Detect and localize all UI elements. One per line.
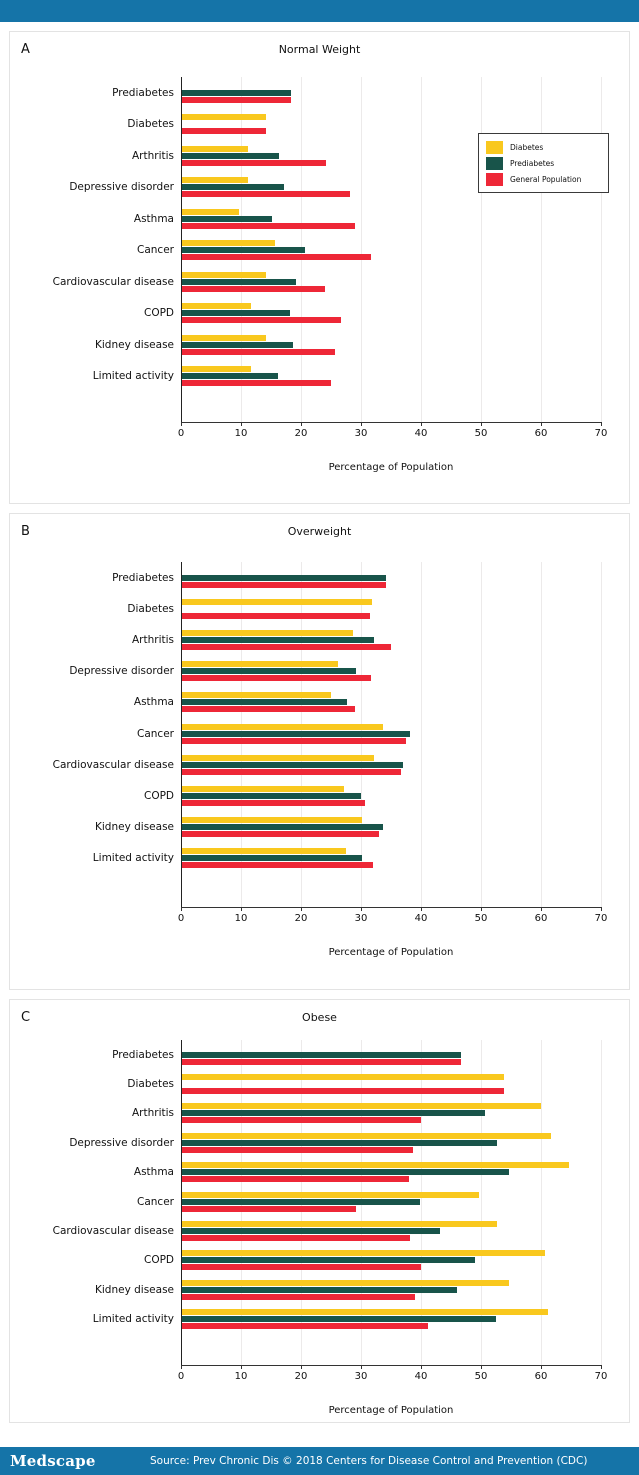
bar-prediabetes [182, 1257, 475, 1263]
x-tick [481, 907, 482, 911]
x-tick [421, 907, 422, 911]
category-label-diabetes: Diabetes [127, 118, 174, 131]
plot-area-c [52, 1040, 608, 1416]
bar-diabetes [182, 177, 248, 183]
bar-prediabetes [182, 310, 290, 316]
bar-diabetes [182, 366, 251, 372]
bar-prediabetes [182, 216, 272, 222]
chart-c [10, 1000, 631, 1422]
bar-diabetes [182, 1221, 497, 1227]
bar-diabetes [182, 724, 383, 730]
category-row [143, 1246, 601, 1275]
bar-diabetes [182, 272, 266, 278]
bar-general-population [182, 380, 331, 386]
bar-general-population [182, 582, 386, 588]
x-tick-label-0: 0 [177, 913, 185, 924]
category-row [112, 562, 601, 593]
x-tick-label-10: 10 [234, 1371, 248, 1382]
category-label-kidney-disease: Kidney disease [94, 821, 174, 834]
medscape-logo: Medscape [10, 1452, 96, 1470]
bar-prediabetes [182, 279, 296, 285]
footer-bar [0, 1447, 639, 1475]
bar-diabetes [182, 1250, 545, 1256]
category-row [131, 624, 601, 655]
category-label-kidney-disease: Kidney disease [94, 338, 174, 351]
category-label-diabetes: Diabetes [127, 602, 174, 615]
category-row [92, 1305, 601, 1334]
bar-general-population [182, 862, 373, 868]
bar-general-population [182, 1147, 413, 1153]
gridline-70 [601, 562, 602, 907]
x-tick [181, 907, 182, 911]
x-tick-label-20: 20 [294, 913, 308, 924]
legend-label-general-population: General Population [510, 174, 582, 184]
panel-overweight [9, 513, 630, 990]
category-label-cancer: Cancer [137, 1195, 174, 1208]
bar-general-population [182, 97, 291, 103]
category-label-copd: COPD [143, 307, 174, 320]
x-tick [241, 907, 242, 911]
category-row [133, 687, 601, 718]
x-tick [541, 907, 542, 911]
bar-diabetes [182, 240, 275, 246]
category-row [52, 1216, 601, 1245]
x-tick-label-50: 50 [474, 428, 488, 439]
x-tick [541, 422, 542, 426]
x-tick-label-0: 0 [177, 1371, 185, 1382]
x-tick-label-70: 70 [594, 913, 608, 924]
bar-prediabetes [182, 373, 278, 379]
category-label-copd: COPD [143, 789, 174, 802]
x-tick-label-10: 10 [234, 428, 248, 439]
legend-swatch-prediabetes [486, 157, 503, 170]
x-tick [181, 422, 182, 426]
bar-general-population [182, 675, 371, 681]
bar-diabetes [182, 599, 372, 605]
panel-title-a: Normal Weight [278, 43, 361, 56]
x-tick [301, 422, 302, 426]
bar-general-population [182, 349, 335, 355]
x-tick [181, 1365, 182, 1369]
bar-general-population [182, 644, 391, 650]
panel-letter-c: C [21, 1010, 31, 1025]
x-axis-line [181, 907, 601, 908]
category-label-cardiovascular-disease: Cardiovascular disease [52, 275, 174, 288]
bar-general-population [182, 706, 355, 712]
category-label-limited-activity: Limited activity [92, 370, 174, 383]
top-banner [0, 0, 639, 22]
gridline-70 [601, 1040, 602, 1365]
x-tick-label-60: 60 [534, 1371, 548, 1382]
category-label-asthma: Asthma [133, 212, 174, 225]
x-axis-label: Percentage of Population [328, 462, 454, 473]
x-tick-label-40: 40 [414, 428, 428, 439]
legend-item [486, 155, 601, 171]
bar-diabetes [182, 692, 331, 698]
bar-general-population [182, 254, 371, 260]
panel-normal-weight [9, 31, 630, 504]
category-label-arthritis: Arthritis [131, 149, 174, 162]
bar-diabetes [182, 755, 374, 761]
x-tick [361, 907, 362, 911]
chart-legend [478, 133, 609, 193]
bar-general-population [182, 613, 370, 619]
panel-title-c: Obese [302, 1011, 337, 1024]
bar-prediabetes [182, 699, 347, 705]
bar-prediabetes [182, 1316, 496, 1322]
category-row [112, 77, 601, 109]
bar-general-population [182, 1264, 421, 1270]
bar-prediabetes [182, 153, 279, 159]
bar-prediabetes [182, 762, 403, 768]
bar-general-population [182, 286, 325, 292]
category-label-diabetes: Diabetes [127, 1078, 174, 1091]
category-label-prediabetes: Prediabetes [112, 1048, 174, 1061]
x-axis-label: Percentage of Population [328, 1405, 454, 1416]
bar-diabetes [182, 1103, 541, 1109]
category-row [143, 298, 601, 330]
category-label-limited-activity: Limited activity [92, 1313, 174, 1326]
legend-label-prediabetes: Prediabetes [510, 158, 555, 168]
x-tick-label-30: 30 [354, 428, 368, 439]
category-row [94, 1275, 601, 1304]
x-axis-line [181, 422, 601, 423]
category-row [92, 361, 601, 393]
panel-letter-a: A [21, 42, 31, 57]
category-row [127, 593, 601, 624]
bar-general-population [182, 317, 341, 323]
bar-diabetes [182, 335, 266, 341]
category-row [137, 718, 601, 749]
x-tick-label-20: 20 [294, 1371, 308, 1382]
bar-diabetes [182, 1309, 548, 1315]
footer-source-text: Source: Prev Chronic Dis © 2018 Centers for Disease Control and Prevention (CDC) [150, 1455, 588, 1467]
bar-general-population [182, 128, 266, 134]
bar-general-population [182, 160, 326, 166]
bar-prediabetes [182, 793, 361, 799]
x-tick-label-30: 30 [354, 913, 368, 924]
bar-diabetes [182, 209, 239, 215]
bar-prediabetes [182, 575, 386, 581]
x-tick-label-50: 50 [474, 1371, 488, 1382]
bar-general-population [182, 1294, 415, 1300]
x-tick [541, 1365, 542, 1369]
bar-prediabetes [182, 1287, 457, 1293]
bar-diabetes [182, 848, 346, 854]
category-row [69, 656, 601, 687]
plot-area-b [52, 562, 608, 958]
category-label-prediabetes: Prediabetes [112, 86, 174, 99]
legend-item [486, 171, 601, 187]
bar-prediabetes [182, 342, 293, 348]
bar-diabetes [182, 146, 248, 152]
category-row [94, 329, 601, 361]
category-row [137, 1187, 601, 1216]
bar-general-population [182, 191, 350, 197]
x-tick [301, 907, 302, 911]
x-tick [481, 422, 482, 426]
category-label-arthritis: Arthritis [131, 633, 174, 646]
category-label-copd: COPD [143, 1254, 174, 1267]
bar-diabetes [182, 114, 266, 120]
category-row [133, 203, 601, 235]
x-tick-label-50: 50 [474, 913, 488, 924]
legend-swatch-diabetes [486, 141, 503, 154]
category-row [137, 235, 601, 267]
bar-prediabetes [182, 1052, 461, 1058]
bar-general-population [182, 223, 355, 229]
bar-diabetes [182, 817, 362, 823]
chart-a [10, 32, 631, 503]
bar-prediabetes [182, 855, 362, 861]
bar-general-population [182, 1059, 461, 1065]
bar-prediabetes [182, 1110, 485, 1116]
bar-general-population [182, 800, 365, 806]
category-label-asthma: Asthma [133, 696, 174, 709]
bar-diabetes [182, 1192, 479, 1198]
x-tick-label-10: 10 [234, 913, 248, 924]
category-row [69, 1128, 601, 1157]
legend-label-diabetes: Diabetes [510, 142, 544, 152]
category-label-kidney-disease: Kidney disease [94, 1283, 174, 1296]
category-row [94, 812, 601, 843]
x-tick-label-70: 70 [594, 428, 608, 439]
bar-general-population [182, 831, 379, 837]
bar-prediabetes [182, 1169, 509, 1175]
bar-prediabetes [182, 247, 305, 253]
category-row [127, 1069, 601, 1098]
legend-item [486, 139, 601, 155]
x-tick-label-60: 60 [534, 913, 548, 924]
category-label-cancer: Cancer [137, 727, 174, 740]
category-label-cardiovascular-disease: Cardiovascular disease [52, 758, 174, 771]
bar-prediabetes [182, 1199, 420, 1205]
category-row [133, 1158, 601, 1187]
category-label-depressive-disorder: Depressive disorder [69, 665, 174, 678]
x-tick [241, 422, 242, 426]
panel-obese [9, 999, 630, 1423]
x-tick [421, 422, 422, 426]
bar-diabetes [182, 1280, 509, 1286]
category-label-cancer: Cancer [137, 244, 174, 257]
category-row [112, 1040, 601, 1069]
x-tick [481, 1365, 482, 1369]
bar-diabetes [182, 661, 338, 667]
bar-prediabetes [182, 90, 291, 96]
category-label-arthritis: Arthritis [131, 1107, 174, 1120]
bar-general-population [182, 769, 401, 775]
x-tick [241, 1365, 242, 1369]
x-tick [601, 1365, 602, 1369]
x-tick-label-30: 30 [354, 1371, 368, 1382]
category-label-depressive-disorder: Depressive disorder [69, 181, 174, 194]
bar-prediabetes [182, 184, 284, 190]
bar-diabetes [182, 1133, 551, 1139]
bar-general-population [182, 738, 406, 744]
bar-general-population [182, 1176, 409, 1182]
plot-area-a [52, 77, 608, 473]
bar-prediabetes [182, 668, 356, 674]
panel-letter-b: B [21, 524, 31, 539]
x-tick [361, 422, 362, 426]
bar-prediabetes [182, 1140, 497, 1146]
bar-general-population [182, 1088, 504, 1094]
x-tick-label-0: 0 [177, 428, 185, 439]
category-label-cardiovascular-disease: Cardiovascular disease [52, 1225, 174, 1238]
bar-general-population [182, 1235, 410, 1241]
x-axis-label: Percentage of Population [328, 947, 454, 958]
category-row [52, 266, 601, 298]
x-tick-label-40: 40 [414, 913, 428, 924]
category-row [143, 780, 601, 811]
bar-diabetes [182, 303, 251, 309]
category-label-limited-activity: Limited activity [92, 852, 174, 865]
gridline-70 [601, 77, 602, 422]
bar-general-population [182, 1117, 421, 1123]
x-tick-label-70: 70 [594, 1371, 608, 1382]
category-label-asthma: Asthma [133, 1166, 174, 1179]
legend-swatch-general-population [486, 173, 503, 186]
category-label-depressive-disorder: Depressive disorder [69, 1136, 174, 1149]
x-axis-line [181, 1365, 601, 1366]
bar-general-population [182, 1206, 356, 1212]
bar-diabetes [182, 630, 353, 636]
category-row [131, 1099, 601, 1128]
x-tick-label-60: 60 [534, 428, 548, 439]
bar-diabetes [182, 1162, 569, 1168]
bar-diabetes [182, 786, 344, 792]
x-tick [601, 422, 602, 426]
bar-general-population [182, 1323, 428, 1329]
category-row [92, 843, 601, 874]
x-tick [601, 907, 602, 911]
x-tick [421, 1365, 422, 1369]
bar-prediabetes [182, 1228, 440, 1234]
x-tick [361, 1365, 362, 1369]
x-tick-label-40: 40 [414, 1371, 428, 1382]
x-tick-label-20: 20 [294, 428, 308, 439]
bar-diabetes [182, 1074, 504, 1080]
category-label-prediabetes: Prediabetes [112, 571, 174, 584]
category-row [52, 749, 601, 780]
bar-prediabetes [182, 731, 410, 737]
bar-prediabetes [182, 637, 374, 643]
x-tick [301, 1365, 302, 1369]
chart-b [10, 514, 631, 989]
bar-prediabetes [182, 824, 383, 830]
panel-title-b: Overweight [287, 525, 352, 538]
